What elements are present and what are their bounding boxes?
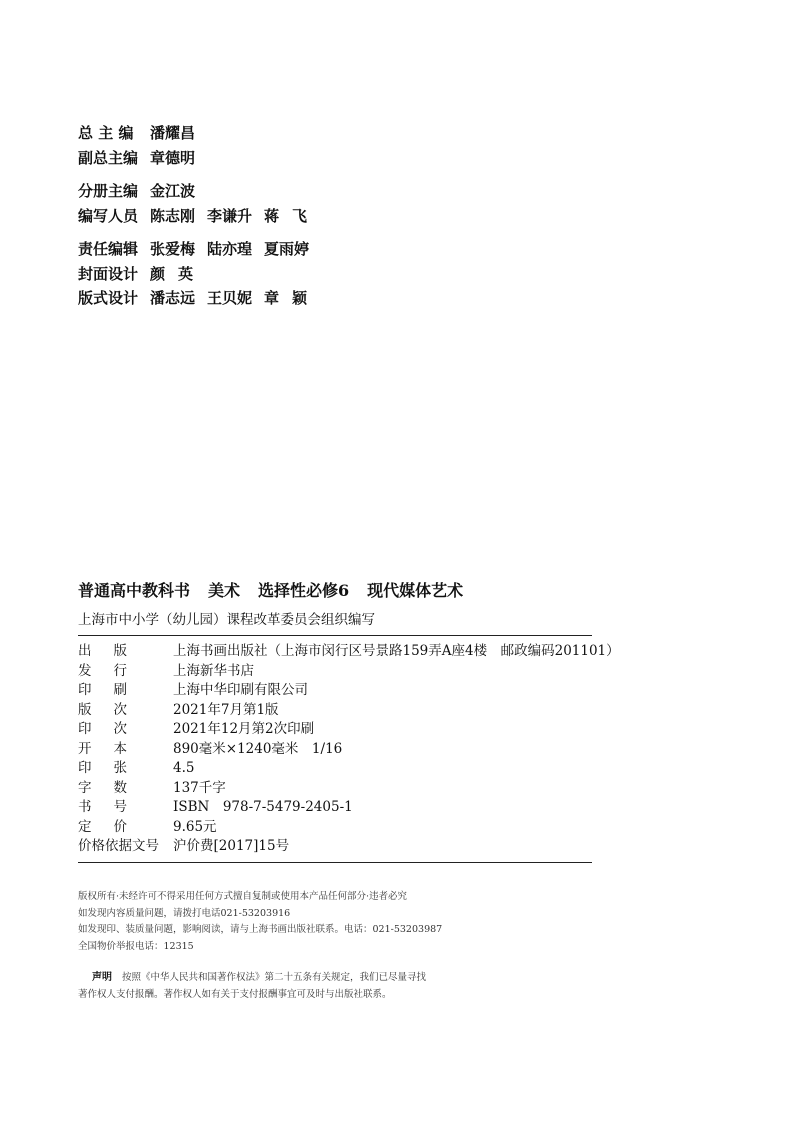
staff-row <box>78 262 478 287</box>
divider-top <box>78 635 592 636</box>
info-label: 出版 <box>78 643 149 659</box>
info-row <box>78 798 598 818</box>
info-row <box>78 818 598 838</box>
declaration-line-1 <box>78 969 478 986</box>
legal-line: 如发现印、装质量问题，影响阅读，请与上海书画出版社联系。电话：021-53203987 <box>78 924 443 935</box>
staff-group <box>78 179 478 228</box>
staff-name: 夏雨婷 <box>264 240 310 258</box>
staff-role: 编写人员 <box>78 206 139 225</box>
staff-name: 张爱梅 <box>150 240 196 258</box>
info-value: 上海新华书店 <box>173 662 254 679</box>
staff-group <box>78 237 478 311</box>
divider-bottom <box>78 862 592 863</box>
info-label: 印次 <box>78 721 149 737</box>
book-title-part: 美术 <box>208 581 241 600</box>
staff-row <box>78 179 478 204</box>
info-value: 上海中华印刷有限公司 <box>173 682 308 698</box>
legal-line: 全国物价举报电话：12315 <box>78 940 194 952</box>
info-row <box>78 837 598 857</box>
info-row <box>78 662 598 682</box>
staff-name: 王贝妮 <box>207 289 253 307</box>
staff-role: 责任编辑 <box>78 240 139 258</box>
info-label: 字数 <box>78 779 149 796</box>
staff-row <box>78 204 478 229</box>
staff-name: 金江波 <box>150 182 196 200</box>
info-row <box>78 759 598 779</box>
info-value: 4.5 <box>173 760 195 776</box>
staff-row <box>78 237 478 262</box>
staff-name: 李谦升 <box>207 206 253 225</box>
staff-role: 封面设计 <box>78 264 139 283</box>
staff-name: 章德明 <box>150 148 196 167</box>
info-row <box>78 779 598 799</box>
legal-line: 如发现内容质量问题，请拨打电话021-53203916 <box>78 907 291 919</box>
info-row <box>78 720 598 740</box>
info-label: 定价 <box>78 818 149 835</box>
info-value: 沪价费[2017]15号 <box>173 838 290 854</box>
staff-name: 潘志远 <box>150 289 196 307</box>
copyright-declaration <box>78 969 478 1003</box>
staff-name: 陈志刚 <box>150 206 196 225</box>
book-title-part: 普通高中教科书 <box>78 581 191 600</box>
book-title-part: 现代媒体艺术 <box>367 581 464 600</box>
info-value: ISBN 978-7-5479-2405-1 <box>173 799 353 815</box>
declaration-line-2: 著作权人支付报酬。著作权人如有关于支付报酬事宜可及时与出版社联系。 <box>78 989 392 1000</box>
declaration-label: 声明 <box>92 972 112 983</box>
info-label: 版次 <box>78 701 149 718</box>
info-value: 890毫米×1240毫米 1/16 <box>173 740 343 757</box>
staff-name: 陆亦瑝 <box>207 240 253 258</box>
info-value: 2021年12月第2次印刷 <box>173 721 315 737</box>
staff-name: 蒋飞 <box>264 206 321 225</box>
book-title-part: 选择性必修6 <box>258 581 350 600</box>
info-value: 9.65元 <box>173 818 217 835</box>
staff-role: 版式设计 <box>78 289 139 307</box>
staff-role: 副总主编 <box>78 148 139 167</box>
staff-credits <box>78 121 478 320</box>
compiler-line: 上海市中小学（幼儿园）课程改革委员会组织编写 <box>78 612 375 628</box>
info-row <box>78 740 598 760</box>
info-value: 137千字 <box>173 779 226 796</box>
legal-line: 版权所有·未经许可不得采用任何方式擅自复制或使用本产品任何部分·违者必究 <box>78 891 408 902</box>
staff-row <box>78 121 478 146</box>
info-label: 书号 <box>78 799 149 815</box>
staff-name: 章颖 <box>264 289 321 307</box>
staff-name: 颜英 <box>150 264 207 283</box>
legal-notice <box>78 889 518 955</box>
staff-row <box>78 286 478 311</box>
staff-name: 潘耀昌 <box>150 124 196 142</box>
book-title <box>78 578 481 601</box>
info-row <box>78 642 620 662</box>
info-label: 开本 <box>78 740 149 757</box>
info-label: 发行 <box>78 662 149 679</box>
staff-row <box>78 146 478 171</box>
staff-role: 总 主 编 <box>78 124 134 142</box>
info-value: 2021年7月第1版 <box>173 701 279 718</box>
staff-group <box>78 121 478 170</box>
staff-role: 分册主编 <box>78 182 139 200</box>
declaration-text-1: 按照《中华人民共和国著作权法》第二十五条有关规定，我们已尽量寻找 <box>122 972 427 983</box>
info-label: 印张 <box>78 760 149 776</box>
info-label: 价格依据文号 <box>78 838 159 854</box>
publication-info-table <box>78 642 620 857</box>
info-label: 印刷 <box>78 682 149 698</box>
info-row <box>78 681 598 701</box>
info-value: 上海书画出版社（上海市闵行区号景路159弄A座4楼 邮政编码201101） <box>173 643 620 659</box>
info-row <box>78 701 598 721</box>
